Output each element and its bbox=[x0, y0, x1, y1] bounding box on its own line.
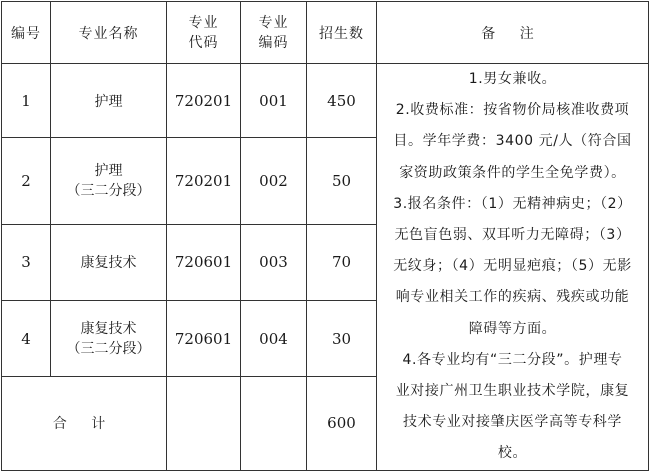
row-major-num: 001 bbox=[241, 64, 307, 138]
header-no: 编号 bbox=[2, 2, 51, 64]
row-major-num: 004 bbox=[241, 300, 307, 376]
remarks-cell bbox=[377, 64, 649, 471]
header-major-code-line1: 专业 bbox=[188, 14, 219, 31]
row-no: 4 bbox=[2, 300, 51, 376]
remark-line: 校。 bbox=[497, 445, 528, 462]
row-major-name-line1: 护理 bbox=[94, 162, 123, 179]
table-row bbox=[2, 64, 649, 138]
header-major-code-line2: 代码 bbox=[188, 34, 219, 51]
row-enrollment: 50 bbox=[307, 138, 377, 224]
remark-line: 业对接广州卫生职业技术学院，康复 bbox=[395, 383, 630, 400]
row-major-code: 720601 bbox=[167, 300, 241, 376]
header-row bbox=[2, 2, 649, 64]
remark-line: 1.男女兼收。 bbox=[468, 71, 557, 87]
remark-line: 4.各专业均有“三二分段”。护理专 bbox=[402, 351, 623, 368]
total-enrollment: 600 bbox=[307, 377, 377, 470]
row-major-num: 002 bbox=[241, 138, 307, 224]
row-major-name bbox=[51, 138, 167, 224]
remark-line: 技术专业对接肇庆医学高等专科学 bbox=[403, 414, 622, 431]
remark-line: 2.收费标准：按省物价局核准收费项 bbox=[395, 102, 630, 119]
row-major-name bbox=[51, 300, 167, 376]
header-remarks: 备 注 bbox=[377, 2, 649, 64]
header-major-num-line2: 编码 bbox=[258, 34, 289, 51]
row-no: 2 bbox=[2, 138, 51, 224]
remark-line: 无色盲色弱、双耳听力无障碍；（3） bbox=[394, 227, 631, 244]
row-major-code: 720201 bbox=[167, 64, 241, 138]
row-major-name-line2: （三二分段） bbox=[66, 340, 151, 357]
header-major-name: 专业名称 bbox=[51, 2, 167, 64]
remark-line: 家资助政策条件的学生全免学费）。 bbox=[399, 164, 626, 181]
remark-line: 目。学年学费：3400 元/人（符合国 bbox=[393, 133, 632, 150]
remark-line: 3.报名条件：（1）无精神病史；（2） bbox=[393, 195, 632, 212]
total-label: 合 计 bbox=[2, 377, 167, 470]
row-major-num: 003 bbox=[241, 224, 307, 300]
header-major-num bbox=[241, 2, 307, 64]
row-enrollment: 70 bbox=[307, 224, 377, 300]
row-no: 3 bbox=[2, 224, 51, 300]
header-major-num-line1: 专业 bbox=[258, 14, 289, 31]
header-enrollment: 招生数 bbox=[307, 2, 377, 64]
row-major-code: 720601 bbox=[167, 224, 241, 300]
row-major-code: 720201 bbox=[167, 138, 241, 224]
row-enrollment: 450 bbox=[307, 64, 377, 138]
header-major-code bbox=[167, 2, 241, 64]
total-num-empty bbox=[241, 377, 307, 470]
row-no: 1 bbox=[2, 64, 51, 138]
row-major-name: 护理 bbox=[51, 64, 167, 138]
row-major-name-line2: （三二分段） bbox=[66, 182, 151, 199]
row-major-name: 康复技术 bbox=[51, 224, 167, 300]
row-major-name-line1: 康复技术 bbox=[80, 320, 137, 337]
remark-line: 无纹身；（4）无明显疤痕；（5）无影 bbox=[393, 258, 632, 275]
remark-line: 响专业相关工作的疾病、残疾或功能 bbox=[395, 289, 630, 306]
total-code-empty bbox=[167, 377, 241, 470]
row-enrollment: 30 bbox=[307, 300, 377, 376]
remark-line: 障碍等方面。 bbox=[468, 320, 557, 337]
enrollment-table bbox=[1, 1, 649, 471]
